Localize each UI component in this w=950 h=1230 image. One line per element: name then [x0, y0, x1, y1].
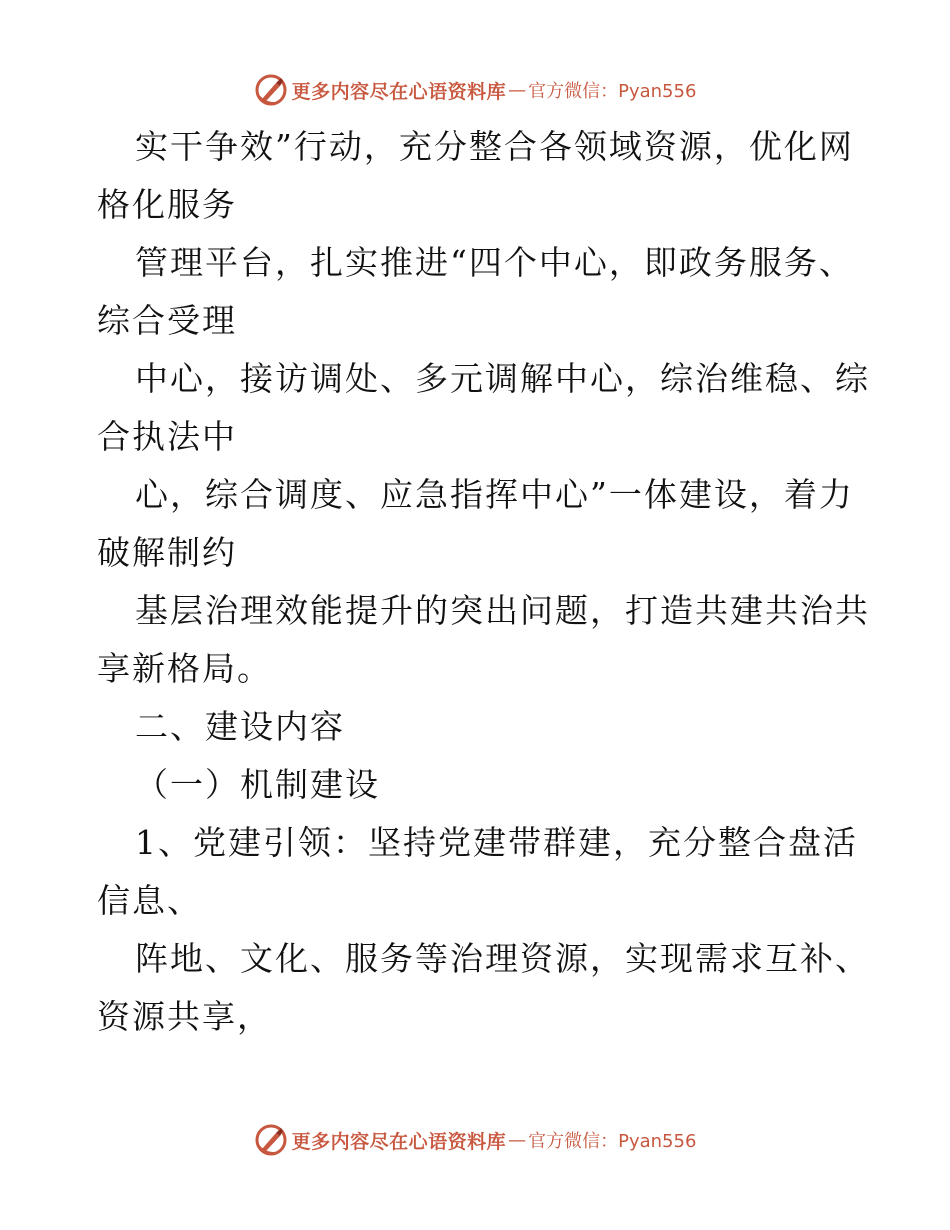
- footer-brand-text: 更多内容尽在心语资料库: [291, 1130, 507, 1153]
- footer-dash: —: [508, 1129, 527, 1151]
- document-body: [97, 118, 870, 1046]
- body-line: 中心，接访调处、多元调解中心，综治维稳、综: [135, 359, 870, 398]
- body-line: 合执法中: [97, 417, 237, 456]
- header-banner: [0, 70, 950, 110]
- body-line: 享新格局。: [97, 649, 272, 688]
- body-line: 资源共享，: [97, 997, 272, 1036]
- pen-logo-icon: [254, 73, 288, 107]
- header-brand-text: 更多内容尽在心语资料库: [291, 80, 507, 103]
- section-heading: 二、建设内容: [135, 707, 345, 746]
- body-line: 心，综合调度、应急指挥中心”一体建设，着力: [135, 475, 854, 514]
- body-line: 阵地、文化、服务等治理资源，实现需求互补、: [135, 939, 870, 978]
- body-line: 管理平台，扎实推进“四个中心，即政务服务、: [135, 243, 854, 282]
- body-line: 破解制约: [97, 533, 237, 572]
- footer-banner: [0, 1120, 950, 1160]
- body-line: 格化服务: [97, 185, 237, 224]
- header-dash: —: [508, 79, 527, 101]
- body-line: 综合受理: [97, 301, 237, 340]
- pen-logo-icon: [254, 1123, 288, 1157]
- body-line: 实干争效”行动，充分整合各领域资源，优化网: [135, 127, 854, 166]
- body-line: 1、党建引领：坚持党建带群建，充分整合盘活: [135, 823, 858, 862]
- footer-wechat-text: 官方微信：Pyan556: [528, 1131, 697, 1152]
- body-line: 信息、: [97, 881, 202, 920]
- body-line: 基层治理效能提升的突出问题，打造共建共治共: [135, 591, 870, 630]
- subsection-heading: （一）机制建设: [135, 765, 380, 804]
- header-wechat-text: 官方微信：Pyan556: [528, 81, 697, 102]
